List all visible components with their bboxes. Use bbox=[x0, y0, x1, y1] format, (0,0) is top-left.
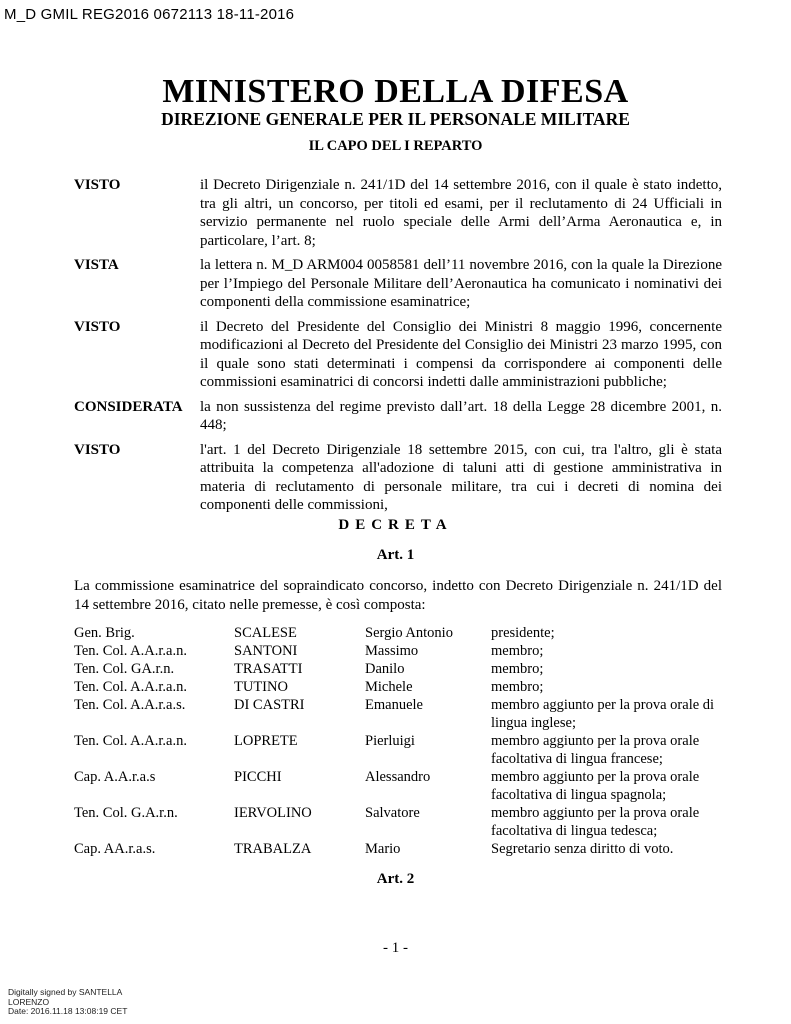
member-rank: Ten. Col. G.A.r.n. bbox=[74, 805, 178, 821]
member-rank: Ten. Col. A.A.r.a.n. bbox=[74, 643, 187, 659]
article-2-heading: Art. 2 bbox=[376, 871, 415, 887]
member-role: membro aggiunto per la prova orale di lingua inglese; bbox=[491, 697, 715, 731]
premise-keyword: CONSIDERATA bbox=[74, 398, 183, 415]
member-role: membro aggiunto per la prova orale facoltativa di lingua francese; bbox=[491, 733, 700, 767]
premise-item bbox=[74, 176, 722, 250]
member-role: Segretario senza diritto di voto. bbox=[491, 841, 674, 857]
member-surname: IERVOLINO bbox=[234, 805, 312, 821]
member-rank: Gen. Brig. bbox=[74, 625, 135, 641]
premise-item bbox=[74, 441, 722, 515]
member-surname: SANTONI bbox=[234, 643, 298, 659]
member-row bbox=[74, 660, 722, 678]
member-firstname: Michele bbox=[365, 679, 413, 695]
premise-item bbox=[74, 398, 722, 435]
member-firstname: Alessandro bbox=[365, 769, 431, 785]
commission-members-list bbox=[74, 624, 722, 858]
page-number: - 1 - bbox=[383, 940, 408, 956]
member-row bbox=[74, 804, 722, 840]
member-firstname: Mario bbox=[365, 841, 401, 857]
member-role: membro; bbox=[491, 643, 544, 659]
member-role: membro; bbox=[491, 679, 544, 695]
member-surname: LOPRETE bbox=[234, 733, 298, 749]
member-role: membro aggiunto per la prova orale facoltativa di lingua tedesca; bbox=[491, 805, 700, 839]
premise-keyword: VISTO bbox=[74, 441, 121, 458]
member-surname: DI CASTRI bbox=[234, 697, 305, 713]
member-surname: TUTINO bbox=[234, 679, 288, 695]
member-firstname: Sergio Antonio bbox=[365, 625, 453, 641]
member-firstname: Danilo bbox=[365, 661, 405, 677]
premise-text: la lettera n. M_D ARM004 0058581 dell’11 novembre 2016, con la quale la Direzione per l’Impiego del Personale Militare dell’Aeronautica ha comunicato i nominativi dei componenti della commissione esaminatrice; bbox=[200, 257, 722, 310]
premise-text: il Decreto Dirigenziale n. 241/1D del 14 settembre 2016, con il quale è stato indetto, tra gli altri, un concorso, per titoli ed esami, per il reclutamento di 24 Ufficiali in servizio permanente nel ruolo speciale delle Armi dell’Arma Aeronautica e, in particolare, l’art. 8; bbox=[200, 177, 722, 249]
member-role: membro; bbox=[491, 661, 544, 677]
member-row bbox=[74, 840, 722, 858]
member-rank: Ten. Col. A.A.r.a.n. bbox=[74, 733, 187, 749]
member-firstname: Massimo bbox=[365, 643, 419, 659]
member-firstname: Emanuele bbox=[365, 697, 423, 713]
signature-date: Date: 2016.11.18 13:08:19 CET bbox=[8, 1006, 128, 1016]
member-firstname: Salvatore bbox=[365, 805, 420, 821]
digital-signature bbox=[8, 988, 148, 1017]
member-rank: Ten. Col. GA.r.n. bbox=[74, 661, 175, 677]
premise-keyword: VISTO bbox=[74, 318, 121, 335]
signature-line: LORENZO bbox=[8, 996, 50, 1007]
article-1-intro: La commissione esaminatrice del sopraindicato concorso, indetto con Decreto Dirigenziale n. 241/1D del 14 settembre 2016, citato nelle premesse, è così composta: bbox=[74, 578, 722, 613]
member-rank: Ten. Col. A.A.r.a.n. bbox=[74, 679, 187, 695]
premise-keyword: VISTO bbox=[74, 177, 121, 193]
office-heading: IL CAPO DEL I REPARTO bbox=[308, 138, 483, 154]
member-row bbox=[74, 678, 722, 696]
premise-text: la non sussistenza del regime previsto dall’art. 18 della Legge 28 dicembre 2001, n. 448; bbox=[200, 398, 722, 433]
member-row bbox=[74, 642, 722, 660]
member-row bbox=[74, 768, 722, 804]
member-row bbox=[74, 624, 722, 642]
member-surname: TRABALZA bbox=[234, 841, 312, 857]
member-rank: Ten. Col. A.A.r.a.s. bbox=[74, 697, 186, 713]
premise-item bbox=[74, 256, 722, 312]
premise-item bbox=[74, 318, 722, 392]
member-row bbox=[74, 696, 722, 732]
member-rank: Cap. AA.r.a.s. bbox=[74, 841, 156, 857]
member-row bbox=[74, 732, 722, 768]
member-firstname: Pierluigi bbox=[365, 733, 415, 749]
member-role: presidente; bbox=[491, 625, 555, 641]
premise-text: l'art. 1 del Decreto Dirigenziale 18 settembre 2015, con cui, tra l'altro, gli è stata attribuita la competenza all'adozione di taluni atti di gestione amministrativa in materia di reclutamento di personale militare, tra cui i decreti di nomina dei componenti delle commissioni, bbox=[200, 441, 722, 513]
member-rank: Cap. A.A.r.a.s bbox=[74, 769, 156, 785]
premise-keyword: VISTA bbox=[74, 257, 119, 273]
member-role: membro aggiunto per la prova orale facoltativa di lingua spagnola; bbox=[491, 769, 700, 803]
ministry-title: MINISTERO DELLA DIFESA bbox=[162, 73, 629, 110]
premises-section bbox=[74, 176, 722, 521]
protocol-number: M_D GMIL REG2016 0672113 18-11-2016 bbox=[4, 6, 295, 23]
decreta-heading: DECRETA bbox=[338, 517, 453, 533]
member-surname: PICCHI bbox=[234, 769, 282, 785]
premise-text: il Decreto del Presidente del Consiglio dei Ministri 8 maggio 1996, concernente modificazioni al Decreto del Presidente del Consiglio dei Ministri 23 marzo 1995, con il quale sono stati determinati i compensi da corrispondere ai componenti delle commissioni esaminatrici di concorsi indetti dalle amministrazioni pubbliche; bbox=[200, 318, 722, 390]
member-surname: TRASATTI bbox=[234, 661, 303, 677]
member-surname: SCALESE bbox=[234, 625, 297, 641]
direction-subtitle: DIREZIONE GENERALE PER IL PERSONALE MILITARE bbox=[161, 109, 630, 129]
signature-line: Digitally signed by SANTELLA bbox=[8, 987, 123, 997]
article-1-heading: Art. 1 bbox=[376, 547, 415, 563]
